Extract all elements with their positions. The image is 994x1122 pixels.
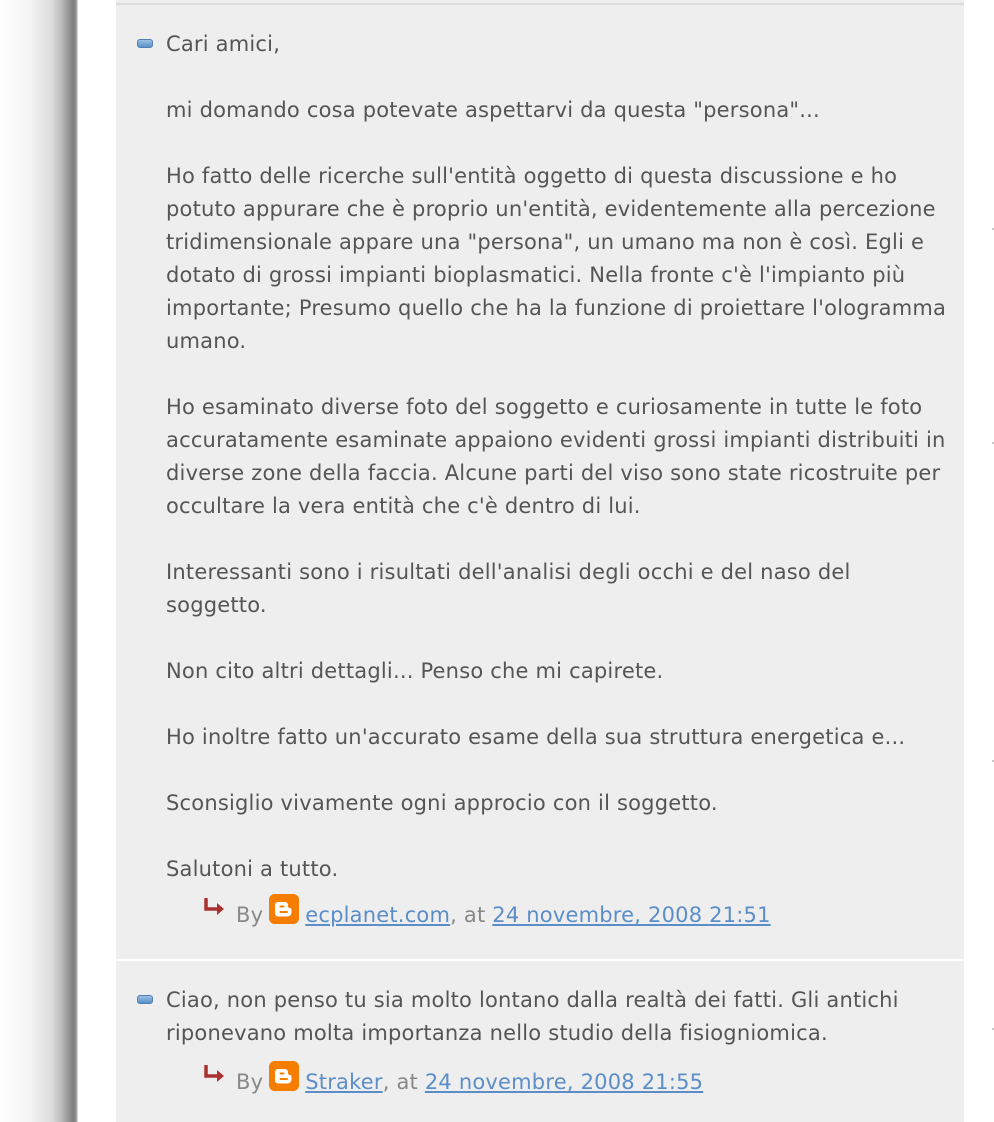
comment-paragraph: Ho inoltre fatto un'accurato esame della sua struttura energetica e... xyxy=(166,725,906,749)
bullet-icon xyxy=(137,39,153,48)
at-label: , at xyxy=(450,903,486,927)
author-link[interactable]: Straker xyxy=(305,1070,383,1094)
author-link[interactable]: ecplanet.com xyxy=(305,903,451,927)
blogger-icon xyxy=(269,1061,299,1091)
comment-paragraph: mi domando cosa potevate aspettarvi da questa "persona"... xyxy=(166,98,820,122)
comment-paragraph: Ho esaminato diverse foto del soggetto e curiosamente in tutte le foto accuratamente esaminate appaiono evidenti grossi impianti distribuiti in diverse zone della faccia. Alcune parti del viso sono state ricostruite per occultare la vera entità che c'è dentro di lui. xyxy=(166,395,946,518)
top-divider xyxy=(116,3,964,5)
reply-arrow-icon xyxy=(202,1061,228,1081)
comment-paragraph: Salutoni a tutto. xyxy=(166,857,339,881)
blogger-icon xyxy=(269,894,299,924)
by-label: By xyxy=(236,903,264,927)
comment-paragraph: Interessanti sono i risultati dell'analisi degli occhi e del naso del soggetto. xyxy=(166,560,851,617)
at-label: , at xyxy=(382,1070,418,1094)
comment-paragraph: Non cito altri dettagli... Penso che mi capirete. xyxy=(166,659,664,683)
comment-footer xyxy=(202,1065,956,1099)
comment-paragraph: Ciao, non penso tu sia molto lontano dalla realtà dei fatti. Gli antichi riponevano molta importanza nello studio della fisiogniomica. xyxy=(166,988,899,1045)
left-shadow-bar xyxy=(0,0,78,1122)
bullet-icon xyxy=(137,995,153,1004)
comment-paragraph: Sconsiglio vivamente ogni approcio con il soggetto. xyxy=(166,791,718,815)
comment-footer xyxy=(202,898,956,932)
comment-body xyxy=(166,984,956,1099)
by-label: By xyxy=(236,1070,264,1094)
comment-divider xyxy=(116,959,964,961)
reply-arrow-icon xyxy=(202,894,228,914)
comment-body xyxy=(166,28,956,932)
timestamp-link[interactable]: 24 novembre, 2008 21:55 xyxy=(424,1070,704,1094)
comment-paragraph: Ho fatto delle ricerche sull'entità oggetto di questa discussione e ho potuto appurare che è proprio un'entità, evidentemente alla percezione tridimensionale appare una "persona", un umano ma non è così. Egli e dotato di grossi impianti bioplasmatici. Nella fronte c'è l'impianto più importante; Presumo quello che ha la funzione di proiettare l'ologramma umano. xyxy=(166,164,947,353)
timestamp-link[interactable]: 24 novembre, 2008 21:51 xyxy=(492,903,771,927)
comment-paragraph: Cari amici, xyxy=(166,32,281,56)
